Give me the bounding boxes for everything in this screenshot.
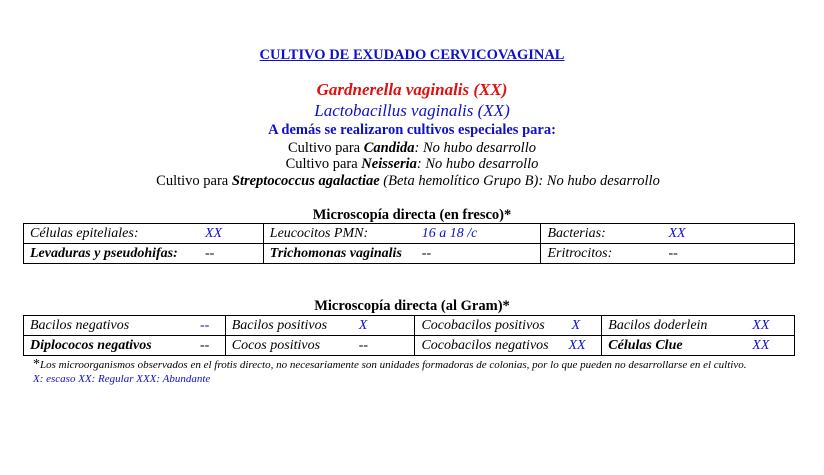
cell-label: Eritrocitos: — [547, 245, 613, 261]
organism-lactobacillus: Lactobacillus vaginalis (XX) — [314, 101, 510, 120]
cell-label: Células Clue — [608, 337, 683, 353]
culture-candida — [0, 140, 824, 157]
table-cell — [263, 244, 541, 264]
cell-label: Diplococos negativos — [30, 337, 152, 353]
table-cell — [541, 244, 795, 264]
table-cell — [602, 336, 795, 356]
special-cultures-note: A demás se realizaron cultivos especiales para: — [268, 122, 556, 138]
culture-organism: Streptococcus agalactiae — [231, 173, 380, 189]
culture-result: (Beta hemolítico Grupo B): No hubo desarrollo — [379, 173, 660, 189]
table-cell — [225, 316, 415, 336]
footnote — [33, 357, 746, 373]
cell-value: XX — [752, 337, 770, 353]
organism-gardnerella: Gardnerella vaginalis (XX) — [316, 80, 508, 99]
culture-label: Cultivo para — [285, 156, 362, 172]
culture-result: : No hubo desarrollo — [414, 140, 536, 156]
cell-label: Cocobacilos positivos — [421, 317, 545, 333]
cell-value: X — [358, 317, 368, 333]
cell-value: XX — [752, 317, 770, 333]
footnote-star: * — [33, 357, 40, 372]
table-row — [24, 336, 795, 356]
culture-organism: Candida — [363, 140, 415, 156]
table-cell — [602, 316, 795, 336]
cell-label: Bacilos negativos — [30, 317, 130, 333]
culture-neisseria — [0, 156, 824, 173]
cell-value: -- — [200, 317, 210, 333]
cell-label: Cocobacilos negativos — [421, 337, 549, 353]
table-cell — [415, 316, 602, 336]
cell-value: -- — [205, 245, 215, 261]
table-cell — [541, 224, 795, 244]
cell-label: Bacilos doderlein — [608, 317, 708, 333]
culture-organism: Neisseria — [361, 156, 417, 172]
fresh-heading: Microscopía directa (en fresco)* — [312, 207, 512, 223]
footnote-text: Los microorganismos observados en el frotis directo, no necesariamente son unidades formadoras de colonias, por lo que pueden no desarrollarse en el cultivo. — [40, 359, 747, 371]
cell-label: Bacterias: — [547, 225, 606, 241]
cell-value: -- — [200, 337, 210, 353]
table-row — [24, 244, 795, 264]
cell-label: Bacilos positivos — [231, 317, 328, 333]
report-title: CULTIVO DE EXUDADO CERVICOVAGINAL — [259, 47, 565, 63]
table-row — [24, 224, 795, 244]
table-cell — [24, 336, 226, 356]
fresh-table — [23, 223, 795, 264]
cell-value: X — [571, 317, 581, 333]
cell-value: XX — [568, 337, 586, 353]
cell-label: Levaduras y pseudohifas: — [30, 245, 178, 261]
table-cell — [263, 224, 541, 244]
table-row — [24, 316, 795, 336]
scale-legend: X: escaso XX: Regular XXX: Abundante — [33, 373, 211, 385]
cell-value: -- — [421, 245, 432, 261]
cell-value: XX — [205, 225, 223, 241]
gram-heading: Microscopía directa (al Gram)* — [314, 298, 510, 314]
table-cell — [24, 244, 264, 264]
cell-label: Leucocitos PMN: — [269, 225, 369, 241]
cell-label: Células epiteliales: — [30, 225, 139, 241]
cell-label: Trichomonas vaginalis — [269, 245, 402, 261]
table-cell — [225, 336, 415, 356]
cell-value: XX — [668, 225, 686, 241]
culture-label: Cultivo para — [288, 140, 364, 156]
cell-value: -- — [668, 245, 678, 261]
culture-label: Cultivo para — [156, 173, 232, 189]
culture-result: : No hubo desarrollo — [416, 156, 539, 172]
table-cell — [24, 316, 226, 336]
table-cell — [24, 224, 264, 244]
cell-label: Cocos positivos — [231, 337, 321, 353]
cell-value: 16 a 18 /c — [421, 225, 478, 241]
cell-value: -- — [358, 337, 369, 353]
culture-streptococcus — [0, 173, 820, 190]
gram-table — [23, 315, 795, 356]
table-cell — [415, 336, 602, 356]
